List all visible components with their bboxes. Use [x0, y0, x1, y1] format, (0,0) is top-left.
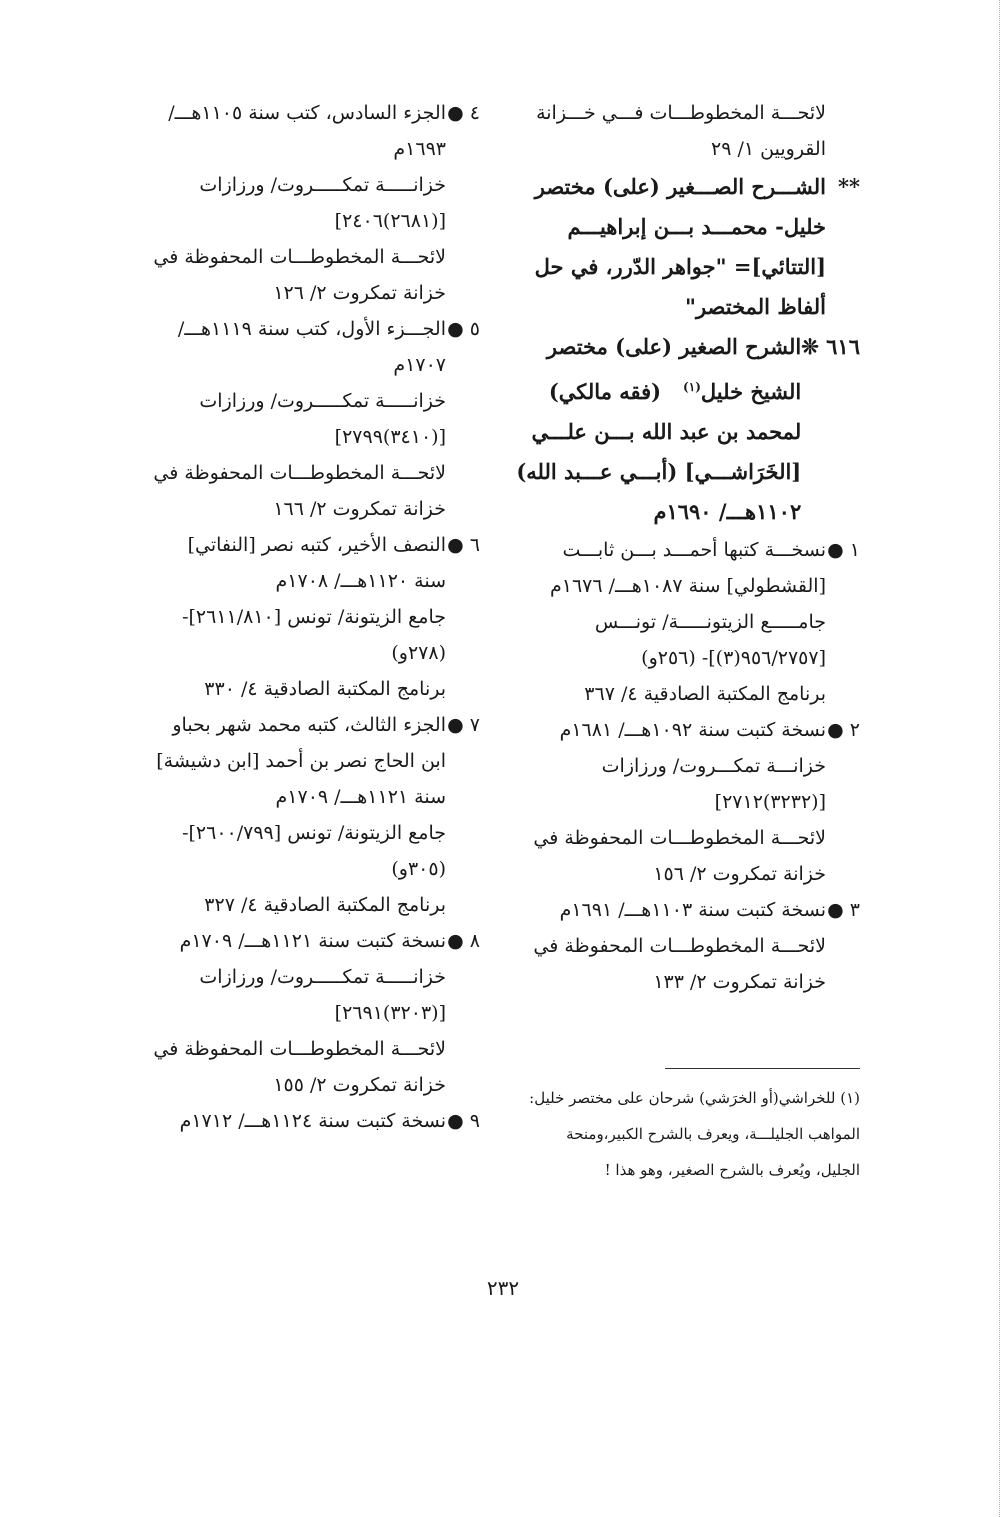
item-bullet: ٥ ● [447, 318, 480, 340]
text-line: نسخة كتبت سنة ١٠٩٢هـــ/ ١٦٨١م [559, 719, 826, 741]
text-line: [(٣٢٣٢)٢٧١٢] [714, 791, 826, 813]
footnote-line: الجليل، ويُعرف بالشرح الصغير، وهو هذا ! [604, 1161, 860, 1179]
text-line: سنة ١١٢١هـــ/ ١٧٠٩م [275, 786, 446, 808]
footnote-marker: (١) [683, 380, 701, 394]
item-bullet: ٢ ● [827, 719, 860, 741]
text-line: (٢٧٨و) [391, 642, 446, 664]
cross-reference-entry [515, 167, 860, 327]
heading-line: خليل- محمـــد بـــن إبراهيـــم [567, 214, 826, 239]
text-line: خزانـــــة تمكـــــروت/ ورزازات [199, 174, 446, 196]
text-line: برنامج المكتبة الصادقية ٤/ ٣٣٠ [204, 678, 446, 700]
item-bullet: ٨ ● [447, 930, 480, 952]
entry-date-line: ١١٠٢هـــ/ ١٦٩٠م [653, 499, 802, 524]
copy-item-7 [135, 707, 480, 923]
text-line: نسخة كتبت سنة ١١٠٣هـــ/ ١٦٩١م [559, 899, 826, 921]
item-bullet: ٣ ● [827, 899, 860, 921]
text-line: ١٦٩٣م [393, 138, 446, 160]
text-line: خزانة تمكروت ٢/ ١٥٥ [273, 1074, 446, 1096]
text-line: خزانة تمكروت ٢/ ١٣٣ [653, 971, 826, 993]
entry-author-line: [الخَرَاشـــي] (أبـــي عـــبد الله) [516, 459, 802, 484]
heading-line: ألفاظ المختصر" [685, 294, 826, 319]
text-line: ١٧٠٧م [393, 354, 446, 376]
footnote [515, 1080, 860, 1188]
text-line: برنامج المكتبة الصادقية ٤/ ٣٦٧ [584, 683, 826, 705]
heading-line: [التتائي]= "جواهر الدّرر، في حل [534, 254, 826, 279]
footnote-line: المواهب الجليلـــة، ويعرف بالشرح الكبير،ومنحة [566, 1125, 860, 1143]
item-bullet: ٩ ● [447, 1110, 480, 1132]
page-number: ٢٣٢ [486, 1276, 520, 1300]
entry-title-line: الشرح الصغير (على) مختصر [546, 334, 802, 359]
double-asterisk-marker: ** [838, 174, 860, 199]
copy-item-8 [135, 923, 480, 1103]
text-line: الجزء السادس، كتب سنة ١١٠٥هـــ/ [168, 102, 446, 124]
text-line: [(٣٤١٠)٢٧٩٩] [334, 426, 446, 448]
intro-citation [515, 95, 860, 167]
text-line: القرويين ١/ ٢٩ [711, 138, 826, 160]
copy-item-4 [135, 95, 480, 311]
text-line: [٩٥٦/٢٧٥٧(٣)]- (٢٥٦و) [641, 647, 826, 669]
heading-line: الشـــرح الصـــغير (على) مختصر [534, 174, 826, 199]
entry-number: ٦١٦ ❊ [801, 334, 860, 359]
footnote-line: (١) للخراشي(أو الخرَشي) شرحان على مختصر خليل: [529, 1089, 860, 1107]
text-line: نسخـــة كتبها أحمـــد بـــن ثابـــت [562, 539, 826, 561]
copy-item-1 [515, 532, 860, 712]
text-line: نسخة كتبت سنة ١١٢٤هـــ/ ١٧١٢م [179, 1110, 446, 1132]
text-line: لائحـــة المخطوطـــات فـــي خـــزانة [536, 102, 826, 124]
text-line: برنامج المكتبة الصادقية ٤/ ٣٢٧ [204, 894, 446, 916]
text-line: النصف الأخير، كتبه نصر [النفاتي] [187, 534, 446, 556]
text-line: [(٢٦٨١)٢٤٠٦] [334, 210, 446, 232]
text-line: خزانة تمكروت ٢/ ١٦٦ [273, 498, 446, 520]
text-line: لائحـــة المخطوطـــات المحفوظة في [153, 1038, 446, 1060]
main-entry-616 [515, 327, 860, 532]
copy-item-3 [515, 892, 860, 1000]
left-column [135, 95, 480, 1139]
text-line: جامع الزيتونة/ تونس [٢٦١١/٨١٠]- [182, 606, 446, 628]
text-line: (٣٠٥و) [391, 858, 446, 880]
footnote-divider [665, 1068, 860, 1069]
copy-item-9 [135, 1103, 480, 1139]
item-bullet: ٧ ● [447, 714, 480, 736]
entry-title-line [515, 367, 801, 412]
text-line: خزانة تمكروت ٢/ ١٢٦ [273, 282, 446, 304]
text-line: جامـــــع الزيتونـــــة/ تونـــس [594, 611, 826, 633]
text-line: جامع الزيتونة/ تونس [٢٦٠٠/٧٩٩]- [182, 822, 446, 844]
text-line: لائحـــة المخطوطـــات المحفوظة في [533, 827, 826, 849]
copy-item-6 [135, 527, 480, 707]
text-line: لائحـــة المخطوطـــات المحفوظة في [533, 935, 826, 957]
copy-item-2 [515, 712, 860, 892]
right-column [515, 95, 860, 1000]
text-line: خزانـــة تمكـــروت/ ورزازات [601, 755, 826, 777]
subject-tag: (فقه مالكي) [548, 379, 662, 404]
text-line: الجزء الثالث، كتبه محمد شهر بحباو [172, 714, 446, 736]
text-line: خزانة تمكروت ٢/ ١٥٦ [653, 863, 826, 885]
text-line: نسخة كتبت سنة ١١٢١هـــ/ ١٧٠٩م [179, 930, 446, 952]
text-line: خزانـــــة تمكـــــروت/ ورزازات [199, 966, 446, 988]
text-line: لائحـــة المخطوطـــات المحفوظة في [153, 246, 446, 268]
entry-author-line: لمحمد بن عبد الله بـــن علـــي [531, 419, 802, 444]
text-line: [(٣٢٠٣)٢٦٩١] [334, 1002, 446, 1024]
text-line: لائحـــة المخطوطـــات المحفوظة في [153, 462, 446, 484]
page-edge-scan-line [997, 0, 1000, 1517]
item-bullet: ٤ ● [447, 102, 480, 124]
text-line: خزانـــــة تمكـــــروت/ ورزازات [199, 390, 446, 412]
text-line: ابن الحاج نصر بن أحمد [ابن دشيشة] [156, 750, 446, 772]
text-line: [القشطولي] سنة ١٠٨٧هـــ/ ١٦٧٦م [550, 575, 826, 597]
copy-item-5 [135, 311, 480, 527]
item-bullet: ٦ ● [447, 534, 480, 556]
text-line: الجـــزء الأول، كتب سنة ١١١٩هـــ/ [177, 318, 446, 340]
text-line: سنة ١١٢٠هـــ/ ١٧٠٨م [275, 570, 446, 592]
author-ref: الشيخ خليل [700, 379, 802, 404]
item-bullet: ١ ● [827, 539, 860, 561]
